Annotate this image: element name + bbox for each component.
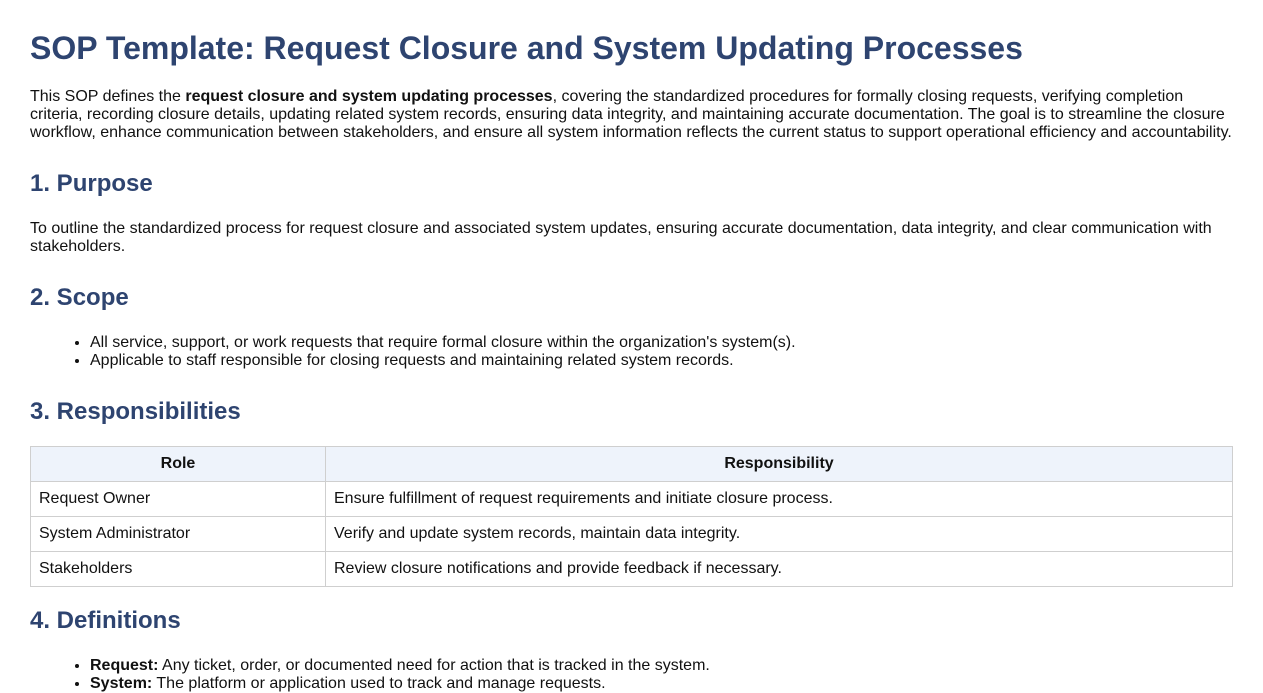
table-row <box>31 552 1233 587</box>
definitions-list <box>30 657 1233 693</box>
definitions-heading: 4. Definitions <box>30 607 181 634</box>
list-item: • All service, support, or work requests that require formal closure within the organization's system(s). <box>90 334 1233 352</box>
column-header-role: Role <box>31 447 326 482</box>
list-item: • Applicable to staff responsible for closing requests and maintaining related system records. <box>90 352 1233 370</box>
responsibilities-heading: 3. Responsibilities <box>30 398 241 425</box>
responsibility-cell: Review closure notifications and provide feedback if necessary. <box>326 552 1233 587</box>
purpose-heading: 1. Purpose <box>30 170 153 197</box>
responsibility-cell: Ensure fulfillment of request requirements and initiate closure process. <box>326 482 1233 517</box>
table-header-row <box>31 447 1233 482</box>
list-item <box>90 657 1233 675</box>
intro-text-bold: request closure and system updating processes <box>185 88 553 105</box>
definition-text: Any ticket, order, or documented need for action that is tracked in the system. <box>158 657 710 674</box>
column-header-responsibility: Responsibility <box>326 447 1233 482</box>
role-cell: Request Owner <box>31 482 326 517</box>
page-title: SOP Template: Request Closure and System Updating Processes <box>30 30 1023 66</box>
table-row <box>31 482 1233 517</box>
definition-term: System: <box>90 675 153 692</box>
scope-list <box>30 334 1233 370</box>
definition-term: Request: <box>90 657 159 674</box>
definition-text: The platform or application used to track and manage requests. <box>152 675 606 692</box>
table-row <box>31 517 1233 552</box>
role-cell: Stakeholders <box>31 552 326 587</box>
list-item <box>90 675 1233 693</box>
intro-paragraph <box>30 88 1233 142</box>
purpose-text: To outline the standardized process for request closure and associated system updates, ensuring accurate documentation, data integrity, and clear communication with stakeholders. <box>30 220 1212 255</box>
scope-heading: 2. Scope <box>30 284 129 311</box>
responsibilities-table <box>30 446 1233 587</box>
intro-text-end: , covering the standardized procedures for formally closing requests, verifying completion criteria, recording closure details, updating related system records, ensuring data integrity, and maintaining accurate documentation. The goal is to streamline the closure workflow, enhance communication between stakeholders, and ensure all system information reflects the current status to support operational efficiency and accountability. <box>30 88 1232 141</box>
intro-text-start: This SOP defines the <box>30 88 186 105</box>
role-cell: System Administrator <box>31 517 326 552</box>
responsibility-cell: Verify and update system records, maintain data integrity. <box>326 517 1233 552</box>
